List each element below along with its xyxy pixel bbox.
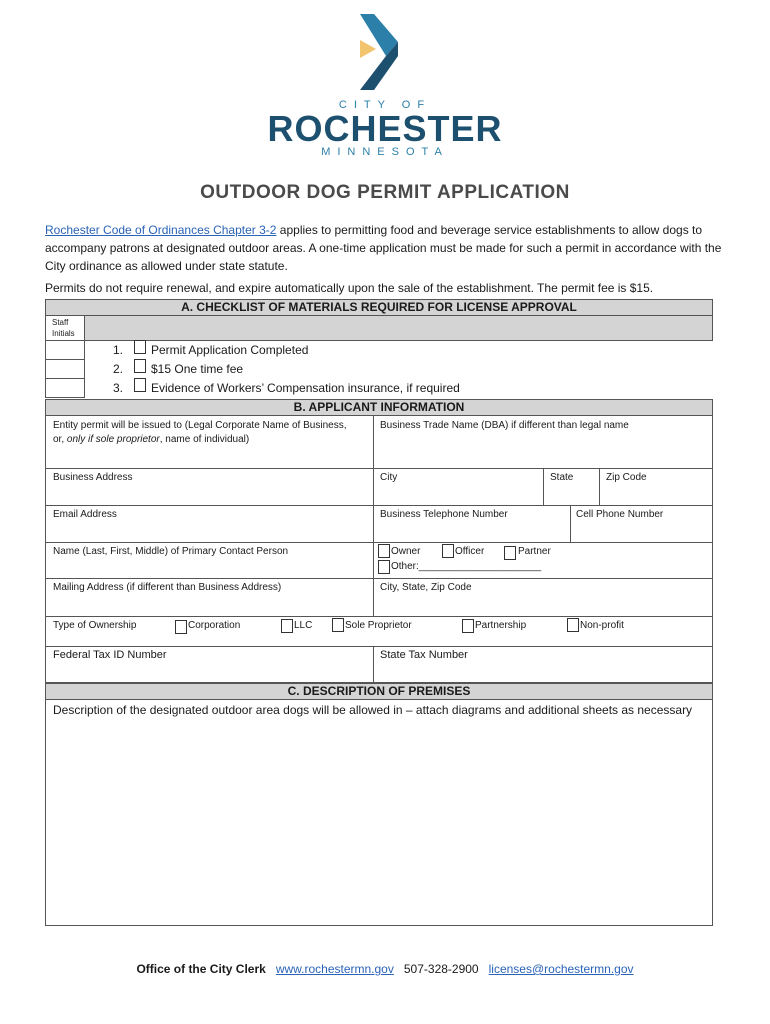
- business-phone-field[interactable]: [373, 505, 571, 543]
- primary-contact-field[interactable]: [45, 542, 374, 579]
- ownership-partnership-label: Partnership: [475, 620, 527, 631]
- checklist-num-2: 2.: [113, 362, 124, 376]
- zip-field[interactable]: [599, 468, 713, 506]
- role-other-checkbox[interactable]: [378, 560, 390, 574]
- checklist-label-2: $15 One time fee: [151, 362, 244, 376]
- footer-website-link[interactable]: www.rochestermn.gov: [275, 962, 394, 976]
- primary-contact-label: Name (Last, First, Middle) of Primary Contact Person: [53, 546, 289, 557]
- email-field[interactable]: [45, 505, 374, 543]
- federal-tax-id-field[interactable]: [45, 646, 374, 683]
- state-label: State: [550, 472, 574, 483]
- business-address-field[interactable]: [45, 468, 374, 506]
- logo-rochester: ROCHESTER: [267, 108, 503, 149]
- section-c-header: C. DESCRIPTION OF PREMISES: [45, 683, 713, 700]
- business-phone-label: Business Telephone Number: [380, 509, 508, 520]
- footer-email-link[interactable]: licenses@rochestermn.gov: [488, 962, 634, 976]
- checklist-checkbox-1[interactable]: [134, 340, 146, 354]
- state-field[interactable]: [543, 468, 600, 506]
- ownership-row: [45, 616, 713, 647]
- checklist-num-3: 3.: [113, 381, 124, 395]
- staff-initials-3[interactable]: [45, 378, 85, 398]
- dba-label: Business Trade Name (DBA) if different than legal name: [380, 420, 629, 431]
- ownership-sole-proprietor-checkbox[interactable]: [332, 618, 344, 632]
- role-officer-label: Officer: [455, 546, 485, 557]
- role-owner-label: Owner: [391, 546, 421, 557]
- role-officer-checkbox[interactable]: [442, 544, 454, 558]
- ownership-llc-label: LLC: [294, 620, 313, 631]
- city-label: City: [380, 472, 398, 483]
- state-tax-number-label: State Tax Number: [380, 649, 468, 661]
- role-owner-checkbox[interactable]: [378, 544, 390, 558]
- staff-initials-label: Staff Initials: [52, 318, 75, 338]
- premises-description-field[interactable]: [45, 699, 713, 926]
- premises-description-label: Description of the designated outdoor area dogs will be allowed in – attach diagrams and additional sheets as necessary: [53, 703, 693, 717]
- state-tax-number-field[interactable]: [373, 646, 713, 683]
- checklist-header-row: [45, 315, 713, 341]
- footer-office: Office of the City Clerk: [136, 962, 266, 976]
- footer-phone: 507-328-2900: [403, 962, 479, 976]
- ownership-nonprofit-label: Non-profit: [580, 620, 624, 631]
- ordinance-link[interactable]: Rochester Code of Ordinances Chapter 3-2: [45, 223, 277, 237]
- business-address-label: Business Address: [53, 472, 133, 483]
- mailing-address-label: Mailing Address (if different than Business Address): [53, 582, 282, 593]
- role-other-label: Other:______________________: [391, 561, 542, 572]
- entity-name-field[interactable]: [45, 415, 374, 469]
- section-a-header: A. CHECKLIST OF MATERIALS REQUIRED FOR LICENSE APPROVAL: [45, 299, 713, 316]
- checklist-label-3: Evidence of Workers’ Compensation insurance, if required: [151, 381, 460, 395]
- dba-field[interactable]: [373, 415, 713, 469]
- federal-tax-id-label: Federal Tax ID Number: [53, 649, 167, 661]
- staff-initials-1[interactable]: [45, 340, 85, 360]
- staff-initials-header: [45, 315, 85, 341]
- contact-role-cell: [373, 542, 713, 579]
- cell-phone-label: Cell Phone Number: [576, 509, 664, 520]
- cell-phone-field[interactable]: [570, 505, 713, 543]
- checklist-label-1: Permit Application Completed: [151, 343, 309, 357]
- footer: [0, 962, 770, 976]
- email-label: Email Address: [53, 509, 117, 520]
- role-partner-checkbox[interactable]: [504, 546, 516, 560]
- checklist-checkbox-3[interactable]: [134, 378, 146, 392]
- logo-minnesota: MINNESOTA: [321, 146, 449, 158]
- staff-initials-2[interactable]: [45, 359, 85, 379]
- ownership-nonprofit-checkbox[interactable]: [567, 618, 579, 632]
- ownership-partnership-checkbox[interactable]: [462, 619, 474, 633]
- intro-text: applies to permitting food and beverage service establishments to allow dogs to accompany patrons at designated outdoor areas. A one-time application must be made for such a permit in accordance with the City ordinance as allowed under state statute.: [45, 223, 722, 273]
- ownership-corporation-checkbox[interactable]: [175, 620, 187, 634]
- ownership-corporation-label: Corporation: [188, 620, 241, 631]
- role-partner-label: Partner: [518, 546, 551, 557]
- entity-name-label: Entity permit will be issued to (Legal Corporate Name of Business, or, only if sole proprietor, name of individual): [53, 420, 347, 445]
- intro-paragraph: [45, 221, 725, 275]
- page-title: OUTDOOR DOG PERMIT APPLICATION: [200, 182, 570, 203]
- ownership-type-label: Type of Ownership: [53, 620, 137, 631]
- section-b-header: B. APPLICANT INFORMATION: [45, 399, 713, 416]
- ownership-llc-checkbox[interactable]: [281, 619, 293, 633]
- city-logo-icon: [350, 12, 410, 94]
- ownership-sole-proprietor-label: Sole Proprietor: [345, 620, 412, 631]
- fee-paragraph: Permits do not require renewal, and expire automatically upon the sale of the establishment. The permit fee is $15.: [45, 281, 654, 295]
- mailing-city-state-zip-label: City, State, Zip Code: [380, 582, 472, 593]
- city-field[interactable]: [373, 468, 544, 506]
- checklist-num-1: 1.: [113, 343, 124, 357]
- logo-city-of: CITY OF: [338, 99, 432, 111]
- mailing-city-state-zip-field[interactable]: [373, 578, 713, 617]
- mailing-address-field[interactable]: [45, 578, 374, 617]
- checklist-checkbox-2[interactable]: [134, 359, 146, 373]
- zip-label: Zip Code: [606, 472, 647, 483]
